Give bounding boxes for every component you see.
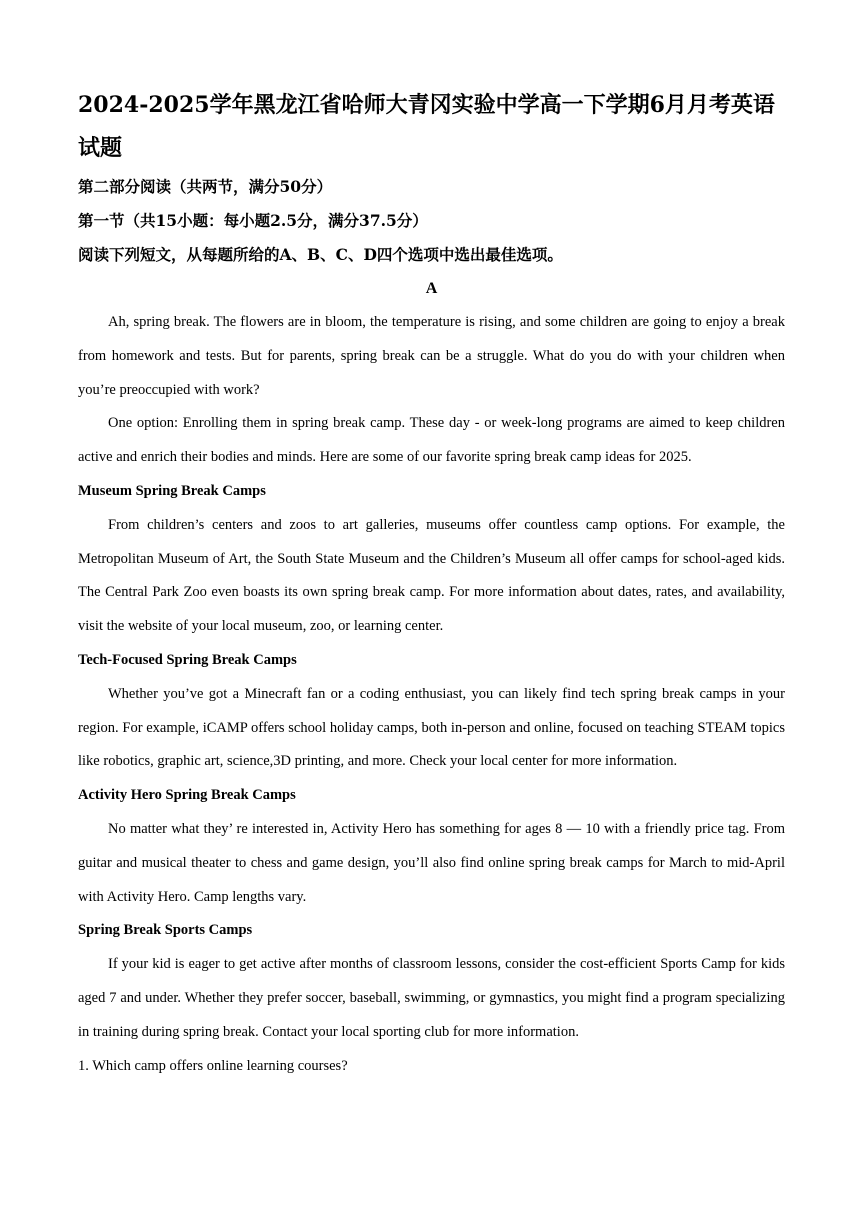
camp-heading-tech: Tech-Focused Spring Break Camps (78, 651, 297, 668)
camp-text-sports: If your kid is eager to get active after months of classroom lessons, consider the cost-efficient Sports Camp for kids aged 7 and under. Whether they prefer soccer, baseball, swimming, or gymnastics, you might find a program specializing in training during spring break. Contact your local sporting club for more information. (78, 956, 785, 1040)
intro-paragraph: Ah, spring break. The flowers are in bloom, the temperature is rising, and some children are going to enjoy a break from homework and tests. But for parents, spring break can be a struggle. What do you do with your children when you’re preoccupied with work? (78, 314, 785, 398)
instructions: 阅读下列短文，从每题所给的A、B、C、D四个选项中选出最佳选项。 (78, 245, 563, 264)
camp-text-activity-hero: No matter what they’ re interested in, Activity Hero has something for ages 8 — 10 with a friendly price tag. From guitar and musical theater to chess and game design, you’ll also find online spring break camps for March to mid-April with Activity Hero. Camp lengths vary. (78, 820, 785, 905)
camp-text-museum: From children’s centers and zoos to art galleries, museums offer countless camp options. For example, the Metropolitan Museum of Art, the South State Museum and the Children’s Museum all offer camps for school-aged kids. The Central Park Zoo even boasts its own spring break camp. For more information about dates, rates, and availability, visit the website of your local museum, zoo, or learning center. (78, 516, 785, 635)
part-heading: 第二部分阅读（共两节，满分50分） (78, 177, 333, 196)
question-1: 1. Which camp offers online learning courses? (78, 1057, 348, 1074)
camp-heading-museum: Museum Spring Break Camps (78, 482, 266, 499)
passage-label: A (425, 280, 438, 297)
exam-page (78, 84, 785, 1083)
intro-paragraph: One option: Enrolling them in spring break camp. These day - or week-long programs are aimed to keep children active and enrich their bodies and minds. Here are some of our favorite spring break camp ideas for 2025. (78, 415, 785, 466)
document-title: 2024-2025学年黑龙江省哈师大青冈实验中学高一下学期6月月考英语试题 (78, 92, 775, 161)
camp-heading-activity-hero: Activity Hero Spring Break Camps (78, 787, 296, 804)
camp-heading-sports: Spring Break Sports Camps (78, 922, 253, 939)
camp-text-tech: Whether you’ve got a Minecraft fan or a coding enthusiast, you can likely find tech spring break camps in your region. For example, iCAMP offers school holiday camps, both in-person and online, focused on teaching STEAM topics like robotics, graphic art, science,3D printing, and more. Check your local center for more information. (78, 685, 785, 770)
section-heading: 第一节（共15小题：每小题2.5分，满分37.5分） (78, 211, 428, 230)
